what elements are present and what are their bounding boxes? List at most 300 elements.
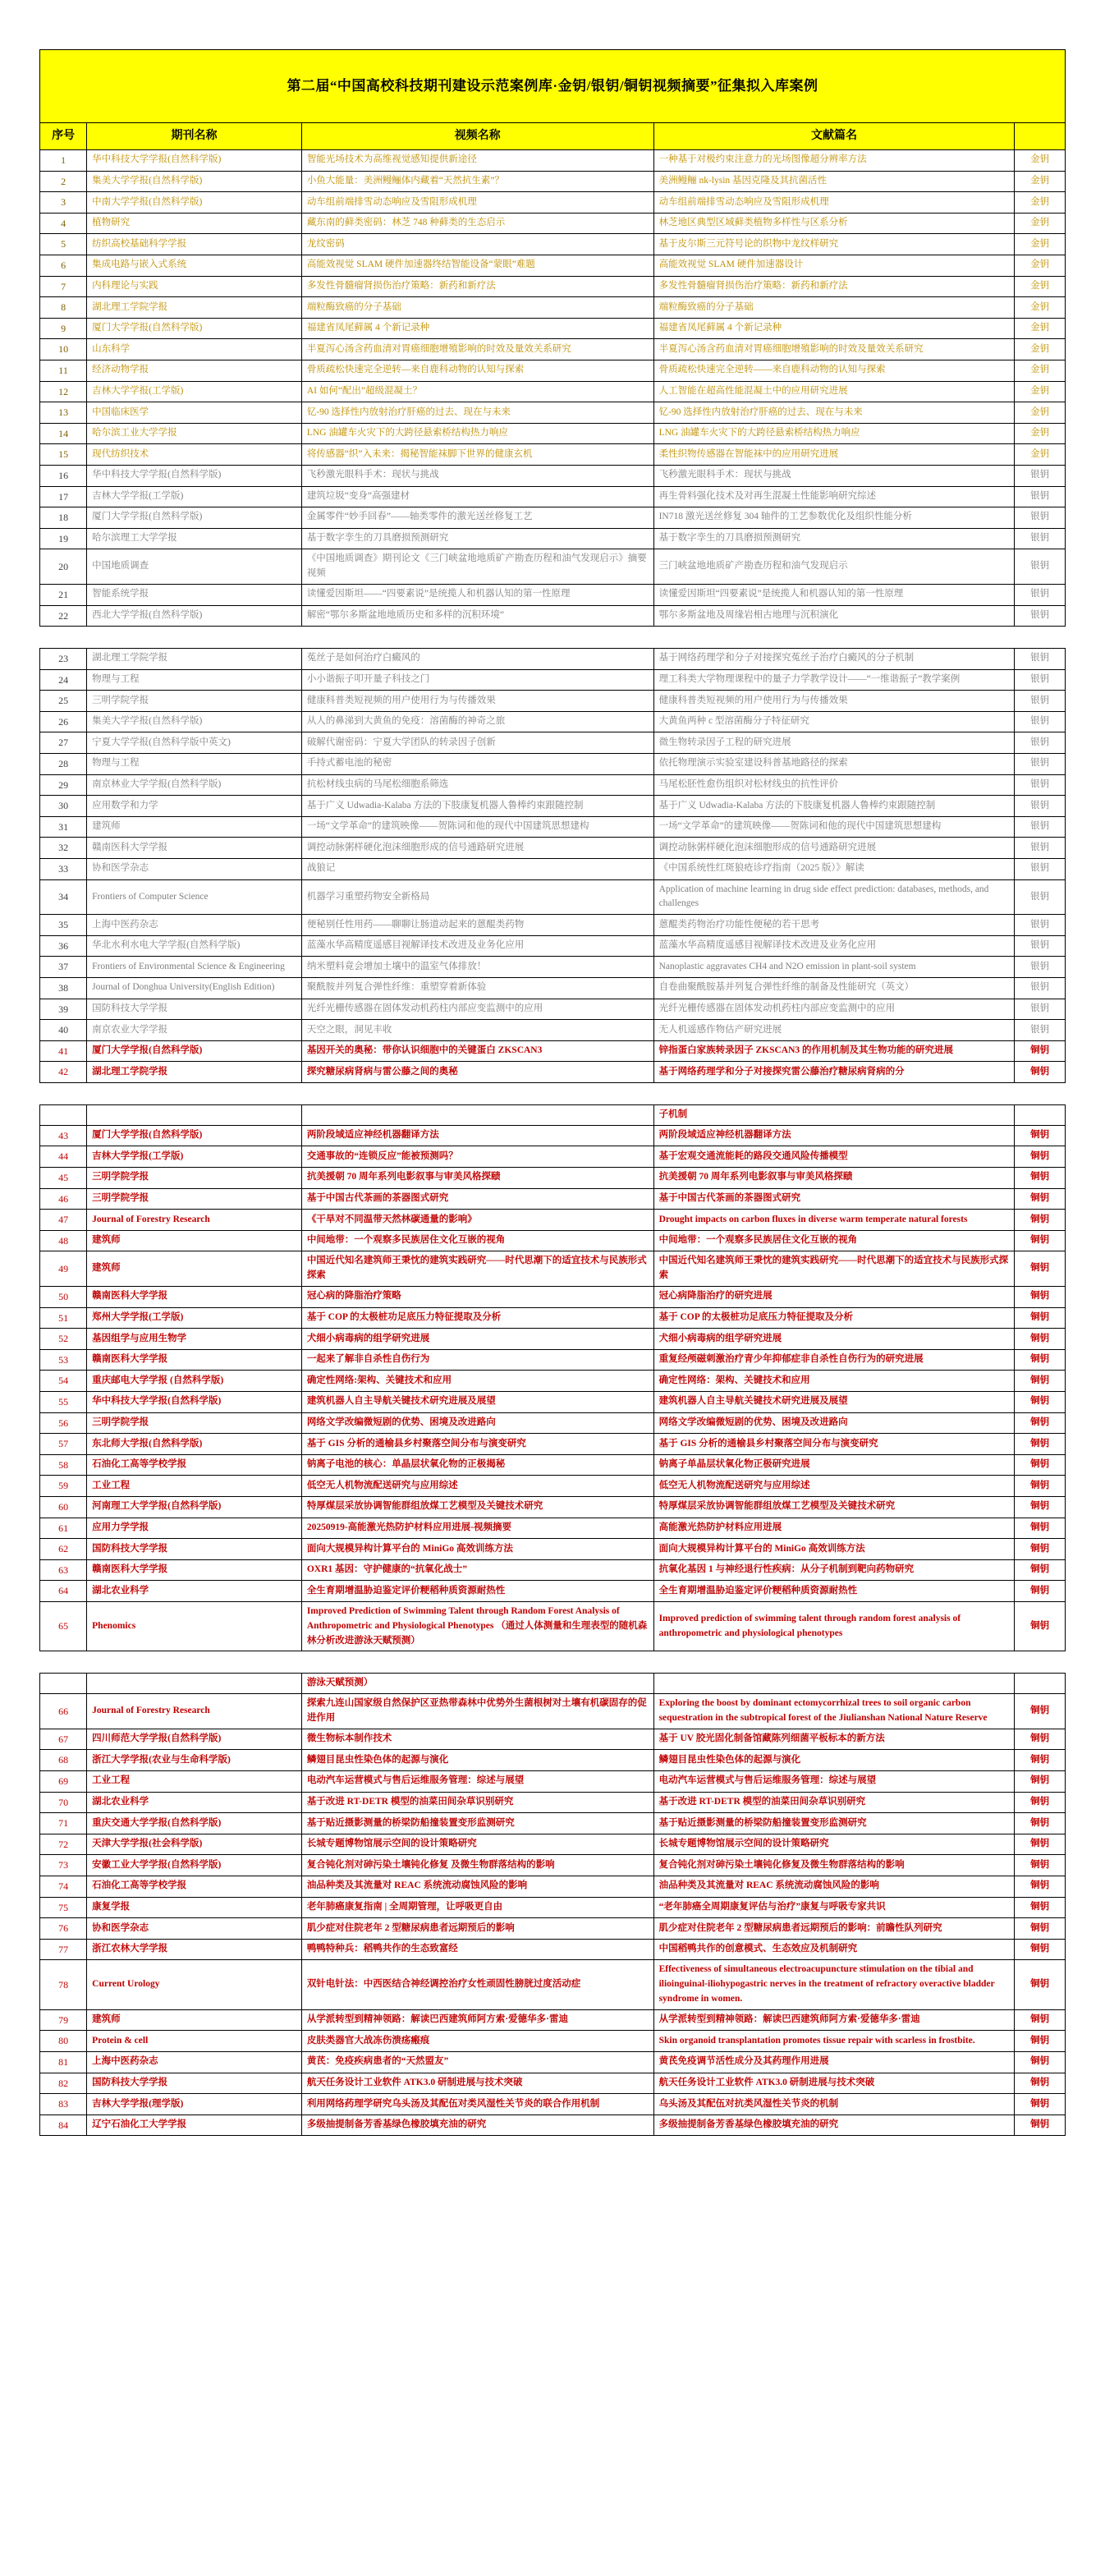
- table-row: [40, 1813, 1066, 1834]
- row-video-name: 解密“鄂尔多斯盆地地质历史和多样的沉积环境”: [301, 605, 653, 627]
- table-row: [40, 1434, 1066, 1455]
- continuation-key: [1015, 1105, 1066, 1126]
- page-break-spacer: [40, 1083, 1066, 1105]
- row-seq: 5: [40, 234, 87, 255]
- table-row: [40, 1188, 1066, 1210]
- row-video-name: 高能效视觉 SLAM 硬件加速器终结智能设备“蒙眼”难题: [301, 255, 653, 276]
- row-award-key: 银钥: [1015, 605, 1066, 627]
- row-award-key: 铜钥: [1015, 1855, 1066, 1876]
- row-seq: 48: [40, 1230, 87, 1251]
- row-award-key: 金钥: [1015, 255, 1066, 276]
- row-video-name: 网络文学改编微短剧的优势、困境及改进路向: [301, 1412, 653, 1434]
- row-seq: 55: [40, 1391, 87, 1412]
- table-row: [40, 1559, 1066, 1581]
- row-video-name: 钇-90 选择性内放射治疗肝癌的过去、现在与未来: [301, 402, 653, 424]
- row-video-name: 双针电针法：中西医结合神经调控治疗女性顽固性膀胱过度活动症: [301, 1960, 653, 2009]
- row-award-key: 铜钥: [1015, 1729, 1066, 1750]
- table-row: [40, 2009, 1066, 2031]
- row-journal-name: 集美大学学报(自然科学版): [87, 171, 302, 192]
- row-video-name: 调控动脉粥样硬化泡沫细胞形成的信号通路研究进展: [301, 838, 653, 859]
- row-journal-name: 三明学院学报: [87, 1188, 302, 1210]
- row-video-name: 破解代谢密码：宁夏大学团队的转录因子创新: [301, 732, 653, 754]
- row-journal-name: Journal of Donghua University(English Edition): [87, 978, 302, 999]
- row-journal-name: 哈尔滨工业大学学报: [87, 423, 302, 444]
- row-award-key: 银钥: [1015, 1020, 1066, 1041]
- row-paper-title: 基于贴近摄影测量的桥梁防船撞装置变形监测研究: [653, 1813, 1015, 1834]
- row-seq: 83: [40, 2094, 87, 2115]
- row-seq: 67: [40, 1729, 87, 1750]
- table-row: [40, 1855, 1066, 1876]
- row-award-key: 银钥: [1015, 957, 1066, 978]
- row-paper-title: 端粒酶致癌的分子基础: [653, 297, 1015, 319]
- row-video-name: 低空无人机物流配送研究与应用综述: [301, 1476, 653, 1497]
- row-journal-name: Current Urology: [87, 1960, 302, 2009]
- row-seq: 7: [40, 276, 87, 297]
- row-video-name: 利用网络药理学研究乌头汤及其配伍对类风湿性关节炎的联合作用机制: [301, 2094, 653, 2115]
- row-paper-title: 蒽醌类药物治疗功能性便秘的若干思考: [653, 915, 1015, 936]
- row-seq: 61: [40, 1518, 87, 1539]
- row-journal-name: 浙江农林大学学报: [87, 1939, 302, 1960]
- row-seq: 23: [40, 649, 87, 670]
- table-row: [40, 150, 1066, 172]
- table-row: [40, 2115, 1066, 2136]
- row-seq: 14: [40, 423, 87, 444]
- row-award-key: 铜钥: [1015, 2051, 1066, 2073]
- table-row: [40, 915, 1066, 936]
- row-journal-name: Phenomics: [87, 1601, 302, 1651]
- row-award-key: 铜钥: [1015, 1434, 1066, 1455]
- row-video-name: 中间地带：一个观察多民族居住文化互嵌的视角: [301, 1230, 653, 1251]
- row-paper-title: 自卷曲聚酰胺基并列复合弹性纤维的制备及性能研究（英文）: [653, 978, 1015, 999]
- row-paper-title: Exploring the boost by dominant ectomycorrhizal trees to soil organic carbon sequestration in the subtropical forest of the Jiulianshan National Nature Reserve: [653, 1694, 1015, 1729]
- row-video-name: 飞秒激光眼科手术：现状与挑战: [301, 465, 653, 486]
- row-video-name: 基于贴近摄影测量的桥梁防船撞装置变形监测研究: [301, 1813, 653, 1834]
- continuation-video: 游泳天赋预测）: [301, 1674, 653, 1694]
- row-video-name: 钠离子电池的核心：单晶层状氧化物的正极揭秘: [301, 1454, 653, 1476]
- row-paper-title: 依托物理演示实验室建设科普基地路径的探索: [653, 754, 1015, 775]
- row-video-name: 多级抽提制备芳香基绿色橡胶填充油的研究: [301, 2115, 653, 2136]
- row-award-key: 银钥: [1015, 978, 1066, 999]
- table-row: [40, 1146, 1066, 1168]
- row-video-name: LNG 油罐车火灾下的大跨径悬索桥结构热力响应: [301, 423, 653, 444]
- row-video-name: 金属零件“妙手回春”——轴类零件的激光送丝修复工艺: [301, 507, 653, 529]
- table-row: [40, 1329, 1066, 1350]
- row-paper-title: 骨质疏松快速完全逆转——来自鹿科动物的认知与探索: [653, 360, 1015, 381]
- row-seq: 52: [40, 1329, 87, 1350]
- row-seq: 31: [40, 816, 87, 838]
- row-seq: 30: [40, 796, 87, 817]
- row-journal-name: 吉林大学学报(工学版): [87, 1146, 302, 1168]
- row-video-name: 皮肤类器官大战冻伤溃疡瘢痕: [301, 2031, 653, 2052]
- row-paper-title: 抗氧化基因 1 与神经退行性疾病：从分子机制到靶向药物研究: [653, 1559, 1015, 1581]
- page-break-spacer: [40, 627, 1066, 649]
- table-row: [40, 213, 1066, 234]
- row-award-key: 铜钥: [1015, 1188, 1066, 1210]
- table-row: [40, 1476, 1066, 1497]
- row-award-key: 铜钥: [1015, 1476, 1066, 1497]
- row-seq: 17: [40, 486, 87, 507]
- row-journal-name: 西北大学学报(自然科学版): [87, 605, 302, 627]
- row-video-name: 天空之眼，洞见丰收: [301, 1020, 653, 1041]
- row-award-key: 铜钥: [1015, 2031, 1066, 2052]
- table-row: [40, 276, 1066, 297]
- row-journal-name: 浙江大学学报(农业与生命科学版): [87, 1750, 302, 1771]
- row-journal-name: 国防科技大学学报: [87, 2073, 302, 2094]
- row-journal-name: 康复学报: [87, 1897, 302, 1918]
- row-paper-title: 飞秒激光眼科手术：现状与挑战: [653, 465, 1015, 486]
- row-paper-title: 乌头汤及其配伍对抗类风湿性关节炎的机制: [653, 2094, 1015, 2115]
- row-video-name: 建筑机器人自主导航关键技术研究进展及展望: [301, 1391, 653, 1412]
- row-seq: 43: [40, 1125, 87, 1146]
- row-seq: 81: [40, 2051, 87, 2073]
- row-video-name: 战狼记: [301, 859, 653, 880]
- row-award-key: 铜钥: [1015, 1792, 1066, 1813]
- table-row: [40, 1729, 1066, 1750]
- row-paper-title: 基于网络药理学和分子对接探究菟丝子治疗白癜风的分子机制: [653, 649, 1015, 670]
- row-paper-title: 重复经颅磁刺激治疗青少年抑郁症非自杀性自伤行为的研究进展: [653, 1349, 1015, 1371]
- row-seq: 56: [40, 1412, 87, 1434]
- row-award-key: 铜钥: [1015, 1601, 1066, 1651]
- row-paper-title: 调控动脉粥样硬化泡沫细胞形成的信号通路研究进展: [653, 838, 1015, 859]
- row-award-key: 银钥: [1015, 879, 1066, 915]
- table-row: [40, 297, 1066, 319]
- row-seq: 46: [40, 1188, 87, 1210]
- row-award-key: 银钥: [1015, 935, 1066, 957]
- row-video-name: 20250919-高能激光热防护材料应用进展-视频摘要: [301, 1518, 653, 1539]
- row-paper-title: 基于宏观交通流能耗的路段交通风险传播模型: [653, 1146, 1015, 1168]
- row-journal-name: 南京林业大学学报(自然科学版): [87, 774, 302, 796]
- table-row: [40, 1750, 1066, 1771]
- row-paper-title: Application of machine learning in drug side effect prediction: databases, methods, and challenges: [653, 879, 1015, 915]
- row-award-key: 铜钥: [1015, 2094, 1066, 2115]
- row-journal-name: 郑州大学学报(工学版): [87, 1307, 302, 1329]
- row-video-name: 小小谐振子叩开量子科技之门: [301, 669, 653, 691]
- row-video-name: 抗美援朝 70 周年系列电影叙事与审美风格探赜: [301, 1168, 653, 1189]
- column-header-key: [1015, 123, 1066, 150]
- row-journal-name: 南京农业大学学报: [87, 1020, 302, 1041]
- row-award-key: 银钥: [1015, 732, 1066, 754]
- table-row: [40, 1371, 1066, 1392]
- table-row: [40, 1770, 1066, 1792]
- column-header-seq: 序号: [40, 123, 87, 150]
- row-seq: 18: [40, 507, 87, 529]
- row-award-key: 银钥: [1015, 838, 1066, 859]
- table-row: [40, 1349, 1066, 1371]
- row-video-name: 半夏泻心汤含药血清对胃癌细胞增殖影响的时效及量效关系研究: [301, 339, 653, 360]
- row-seq: 32: [40, 838, 87, 859]
- row-video-name: 藏东南的藓类密码：林芝 748 种藓类的生态启示: [301, 213, 653, 234]
- table-row: [40, 1125, 1066, 1146]
- row-paper-title: 一种基于对极约束注意力的光场图像超分辨率方法: [653, 150, 1015, 172]
- row-video-name: OXR1 基因：守护健康的“抗氧化战士”: [301, 1559, 653, 1581]
- row-seq: 75: [40, 1897, 87, 1918]
- table-row: [40, 1834, 1066, 1855]
- row-seq: 16: [40, 465, 87, 486]
- row-video-name: 健康科普类短视频的用户使用行为与传播效果: [301, 691, 653, 712]
- table-row: [40, 774, 1066, 796]
- row-paper-title: 电动汽车运营模式与售后运维服务管理：综述与展望: [653, 1770, 1015, 1792]
- table-row: [40, 1062, 1066, 1083]
- row-paper-title: 中间地带：一个观察多民族居住文化互嵌的视角: [653, 1230, 1015, 1251]
- row-paper-title: 多级抽提制备芳香基绿色橡胶填充油的研究: [653, 2115, 1015, 2136]
- row-paper-title: 基于 UV 胶光固化制备馆藏陈列细菌平板标本的新方法: [653, 1729, 1015, 1750]
- table-title-row: [40, 50, 1066, 123]
- table-row: [40, 1210, 1066, 1231]
- table-row: [40, 1939, 1066, 1960]
- row-award-key: 铜钥: [1015, 1559, 1066, 1581]
- row-video-name: 《干旱对不同温带天然林碳通量的影响》: [301, 1210, 653, 1231]
- row-video-name: 《中国地质调查》期刊论文《三门峡盆地地质矿产勘查历程和油气发现启示》摘要视频: [301, 549, 653, 585]
- row-seq: 40: [40, 1020, 87, 1041]
- row-paper-title: 两阶段域适应神经机器翻译方法: [653, 1125, 1015, 1146]
- table-row: [40, 339, 1066, 360]
- row-seq: 21: [40, 584, 87, 605]
- row-paper-title: 高能效视觉 SLAM 硬件加速器设计: [653, 255, 1015, 276]
- row-seq: 68: [40, 1750, 87, 1771]
- table-row: [40, 1918, 1066, 1940]
- table-row: [40, 1307, 1066, 1329]
- table-row: [40, 978, 1066, 999]
- row-paper-title: 福建省凤尾藓属 4 个新记录种: [653, 318, 1015, 339]
- row-video-name: 黄芪：免疫疾病患者的“天然盟友”: [301, 2051, 653, 2073]
- row-paper-title: 中国稻鸭共作的创意模式、生态效应及机制研究: [653, 1939, 1015, 1960]
- row-journal-name: 建筑师: [87, 2009, 302, 2031]
- row-video-name: 冠心病的降脂治疗策略: [301, 1287, 653, 1308]
- table-row: [40, 2031, 1066, 2052]
- row-paper-title: 基于网络药理学和分子对接探究雷公藤治疗糖尿病肾病的分: [653, 1062, 1015, 1083]
- row-video-name: AI 如何“配出”超级混凝土？: [301, 381, 653, 402]
- table-row: [40, 1876, 1066, 1897]
- row-video-name: 智能光场技术为高维视觉感知提供新途径: [301, 150, 653, 172]
- table-row: [40, 1454, 1066, 1476]
- row-award-key: 铜钥: [1015, 1518, 1066, 1539]
- row-paper-title: 肌少症对住院老年 2 型糖尿病患者远期预后的影响：前瞻性队列研究: [653, 1918, 1015, 1940]
- row-video-name: 探究糖尿病肾病与雷公藤之间的奥秘: [301, 1062, 653, 1083]
- row-video-name: 基因开关的奥秘：带你认识细胞中的关键蛋白 ZKSCAN3: [301, 1040, 653, 1062]
- row-journal-name: 赣南医科大学学报: [87, 1349, 302, 1371]
- column-header-paper: 文献篇名: [653, 123, 1015, 150]
- row-journal-name: Frontiers of Environmental Science & Engineering: [87, 957, 302, 978]
- row-seq: 19: [40, 528, 87, 549]
- row-journal-name: Frontiers of Computer Science: [87, 879, 302, 915]
- table-row: [40, 1581, 1066, 1602]
- row-journal-name: 华中科技大学学报(自然科学版): [87, 1391, 302, 1412]
- table-row: [40, 549, 1066, 585]
- row-paper-title: 抗美援朝 70 周年系列电影叙事与审美风格探赜: [653, 1168, 1015, 1189]
- row-video-name: 骨质疏松快速完全逆转—来自鹿科动物的认知与探索: [301, 360, 653, 381]
- row-award-key: 银钥: [1015, 669, 1066, 691]
- row-paper-title: 钇-90 选择性内放射治疗肝癌的过去、现在与未来: [653, 402, 1015, 424]
- row-seq: 44: [40, 1146, 87, 1168]
- row-video-name: 一起来了解非自杀性自伤行为: [301, 1349, 653, 1371]
- table-row: [40, 691, 1066, 712]
- row-journal-name: 工业工程: [87, 1476, 302, 1497]
- column-header-video: 视频名称: [301, 123, 653, 150]
- row-paper-title: 半夏泻心汤含药血清对胃癌细胞增殖影响的时效及量效关系研究: [653, 339, 1015, 360]
- continuation-seq: [40, 1674, 87, 1694]
- table-row: [40, 1539, 1066, 1560]
- row-journal-name: Protein & cell: [87, 2031, 302, 2052]
- row-journal-name: 安徽工业大学学报(自然科学版): [87, 1855, 302, 1876]
- row-award-key: 铜钥: [1015, 1230, 1066, 1251]
- row-video-name: 基于改进 RT-DETR 模型的油菜田间杂草识别研究: [301, 1792, 653, 1813]
- row-seq: 58: [40, 1454, 87, 1476]
- row-video-name: 光纤光栅传感器在固体发动机药柱内部应变监测中的应用: [301, 999, 653, 1020]
- row-journal-name: 厦门大学学报(自然科学版): [87, 1040, 302, 1062]
- row-seq: 65: [40, 1601, 87, 1651]
- row-award-key: 金钥: [1015, 150, 1066, 172]
- page-break-spacer-cell: [40, 627, 1066, 649]
- row-seq: 35: [40, 915, 87, 936]
- row-journal-name: 三明学院学报: [87, 691, 302, 712]
- row-award-key: 铜钥: [1015, 1412, 1066, 1434]
- row-award-key: 铜钥: [1015, 1251, 1066, 1287]
- row-paper-title: 一场“文学革命”的建筑映像——贺陈词和他的现代中国建筑思想建构: [653, 816, 1015, 838]
- row-journal-name: 内科理论与实践: [87, 276, 302, 297]
- table-row: [40, 1496, 1066, 1518]
- row-award-key: 金钥: [1015, 444, 1066, 466]
- row-award-key: 铜钥: [1015, 1581, 1066, 1602]
- row-video-name: 建筑垃圾“变身”高强建材: [301, 486, 653, 507]
- row-award-key: 金钥: [1015, 234, 1066, 255]
- row-award-key: 银钥: [1015, 549, 1066, 585]
- row-seq: 59: [40, 1476, 87, 1497]
- row-seq: 60: [40, 1496, 87, 1518]
- row-video-name: 机器学习重塑药物安全新格局: [301, 879, 653, 915]
- row-video-name: 从人的鼻涕到大黄鱼的免疫：溶菌酶的神奇之旅: [301, 711, 653, 732]
- row-video-name: 端粒酶致癌的分子基础: [301, 297, 653, 319]
- row-award-key: 银钥: [1015, 774, 1066, 796]
- row-award-key: 铜钥: [1015, 1897, 1066, 1918]
- row-video-name: 老年肺癌康复指南 | 全周期管理，让呼吸更自由: [301, 1897, 653, 1918]
- row-paper-title: 建筑机器人自主导航关键技术研究进展及展望: [653, 1391, 1015, 1412]
- row-paper-title: 大黄鱼两种 c 型溶菌酶分子特征研究: [653, 711, 1015, 732]
- row-paper-title: 基于数字孪生的刀具磨损预测研究: [653, 528, 1015, 549]
- row-paper-title: Effectiveness of simultaneous electroacupuncture stimulation on the tibial and ilioinguinal-iliohypogastric nerves in the treatment of refractory overactive bladder syndrome in women.: [653, 1960, 1015, 2009]
- row-seq: 62: [40, 1539, 87, 1560]
- row-video-name: 便秘别任性用药——聊聊让肠道动起来的蒽醌类药物: [301, 915, 653, 936]
- row-journal-name: 石油化工高等学校学报: [87, 1454, 302, 1476]
- table-row: [40, 1518, 1066, 1539]
- row-seq: 49: [40, 1251, 87, 1287]
- continuation-row: [40, 1674, 1066, 1694]
- row-seq: 6: [40, 255, 87, 276]
- row-award-key: 银钥: [1015, 691, 1066, 712]
- table-row: [40, 423, 1066, 444]
- row-seq: 41: [40, 1040, 87, 1062]
- row-award-key: 银钥: [1015, 711, 1066, 732]
- row-video-name: 基于广义 Udwadia-Kalaba 方法的下肢康复机器人鲁棒约束跟随控制: [301, 796, 653, 817]
- row-journal-name: 工业工程: [87, 1770, 302, 1792]
- case-library-table: [39, 49, 1066, 2136]
- row-journal-name: 宁夏大学学报(自然科学版中英文): [87, 732, 302, 754]
- row-paper-title: 基于中国古代茶画的茶器图式研究: [653, 1188, 1015, 1210]
- row-award-key: 铜钥: [1015, 1918, 1066, 1940]
- row-video-name: 一场“文学革命”的建筑映像——贺陈词和他的现代中国建筑思想建构: [301, 816, 653, 838]
- table-row: [40, 2073, 1066, 2094]
- row-paper-title: 基于 GIS 分析的通榆县乡村聚落空间分布与演变研究: [653, 1434, 1015, 1455]
- row-seq: 22: [40, 605, 87, 627]
- continuation-paper: 子机制: [653, 1105, 1015, 1126]
- table-row: [40, 528, 1066, 549]
- row-paper-title: 人工智能在超高性能混凝土中的应用研究进展: [653, 381, 1015, 402]
- row-award-key: 铜钥: [1015, 1329, 1066, 1350]
- row-award-key: 金钥: [1015, 402, 1066, 424]
- row-seq: 80: [40, 2031, 87, 2052]
- row-seq: 76: [40, 1918, 87, 1940]
- row-award-key: 金钥: [1015, 213, 1066, 234]
- row-award-key: 银钥: [1015, 649, 1066, 670]
- row-award-key: 铜钥: [1015, 1168, 1066, 1189]
- table-row: [40, 669, 1066, 691]
- row-journal-name: 湖北农业科学: [87, 1581, 302, 1602]
- row-journal-name: 华北水利水电大学学报(自然科学版): [87, 935, 302, 957]
- row-paper-title: 基于广义 Udwadia-Kalaba 方法的下肢康复机器人鲁棒约束跟随控制: [653, 796, 1015, 817]
- table-row: [40, 711, 1066, 732]
- row-journal-name: 湖北理工学院学报: [87, 649, 302, 670]
- row-video-name: 确定性网络:架构、关键技术和应用: [301, 1371, 653, 1392]
- row-journal-name: 中南大学学报(自然科学版): [87, 192, 302, 214]
- row-journal-name: 物理与工程: [87, 754, 302, 775]
- column-header-journal: 期刊名称: [87, 123, 302, 150]
- row-seq: 4: [40, 213, 87, 234]
- row-paper-title: Nanoplastic aggravates CH4 and N2O emission in plant-soil system: [653, 957, 1015, 978]
- row-paper-title: 油品种类及其流量对 REAC 系统流动腐蚀风险的影响: [653, 1876, 1015, 1897]
- row-seq: 25: [40, 691, 87, 712]
- table-row: [40, 381, 1066, 402]
- table-row: [40, 192, 1066, 214]
- row-journal-name: Journal of Forestry Research: [87, 1210, 302, 1231]
- row-paper-title: 黄芪免疫调节活性成分及其药理作用进展: [653, 2051, 1015, 2073]
- row-paper-title: Improved prediction of swimming talent through random forest analysis of anthropometric and physiological phenotypes: [653, 1601, 1015, 1651]
- row-paper-title: 马尾松胚性愈伤组织对松材线虫的抗性评价: [653, 774, 1015, 796]
- document-title: 第二届“中国高校科技期刊建设示范案例库·金钥/银钥/铜钥视频摘要”征集拟入库案例: [40, 50, 1066, 123]
- row-paper-title: 健康科普类短视频的用户使用行为与传播效果: [653, 691, 1015, 712]
- row-seq: 70: [40, 1792, 87, 1813]
- row-paper-title: 冠心病降脂治疗的研究进展: [653, 1287, 1015, 1308]
- row-paper-title: 多发性骨髓瘤肾损伤治疗策略：新药和新疗法: [653, 276, 1015, 297]
- table-row: [40, 999, 1066, 1020]
- row-award-key: 铜钥: [1015, 1210, 1066, 1231]
- row-paper-title: 基于皮尔斯三元符号论的织物中龙纹样研究: [653, 234, 1015, 255]
- row-paper-title: 读懂爱因斯坦“四要素说”是统揽人和机器认知的第一性原理: [653, 584, 1015, 605]
- row-video-name: 鳞翅目昆虫性染色体的起源与演化: [301, 1750, 653, 1771]
- row-award-key: 银钥: [1015, 528, 1066, 549]
- row-journal-name: 应用力学学报: [87, 1518, 302, 1539]
- table-row: [40, 2051, 1066, 2073]
- row-video-name: 将传感器“织”入未来：揭秘智能袜脚下世界的健康玄机: [301, 444, 653, 466]
- row-award-key: 铜钥: [1015, 1813, 1066, 1834]
- table-row: [40, 1391, 1066, 1412]
- row-journal-name: 山东科学: [87, 339, 302, 360]
- row-paper-title: Drought impacts on carbon fluxes in diverse warm temperate natural forests: [653, 1210, 1015, 1231]
- continuation-key: [1015, 1674, 1066, 1694]
- row-award-key: 铜钥: [1015, 1960, 1066, 2009]
- row-seq: 84: [40, 2115, 87, 2136]
- row-journal-name: 赣南医科大学学报: [87, 1559, 302, 1581]
- row-award-key: 铜钥: [1015, 1125, 1066, 1146]
- row-seq: 53: [40, 1349, 87, 1371]
- row-video-name: 纳米塑料竟会增加土壤中的温室气体排放！: [301, 957, 653, 978]
- row-video-name: 电动汽车运营模式与售后运维服务管理：综述与展望: [301, 1770, 653, 1792]
- row-journal-name: 厦门大学学报(自然科学版): [87, 1125, 302, 1146]
- row-seq: 51: [40, 1307, 87, 1329]
- table-row: [40, 859, 1066, 880]
- row-seq: 39: [40, 999, 87, 1020]
- row-video-name: 探索九连山国家级自然保护区亚热带森林中优势外生菌根树对土壤有机碳固存的促进作用: [301, 1694, 653, 1729]
- table-row: [40, 234, 1066, 255]
- row-seq: 42: [40, 1062, 87, 1083]
